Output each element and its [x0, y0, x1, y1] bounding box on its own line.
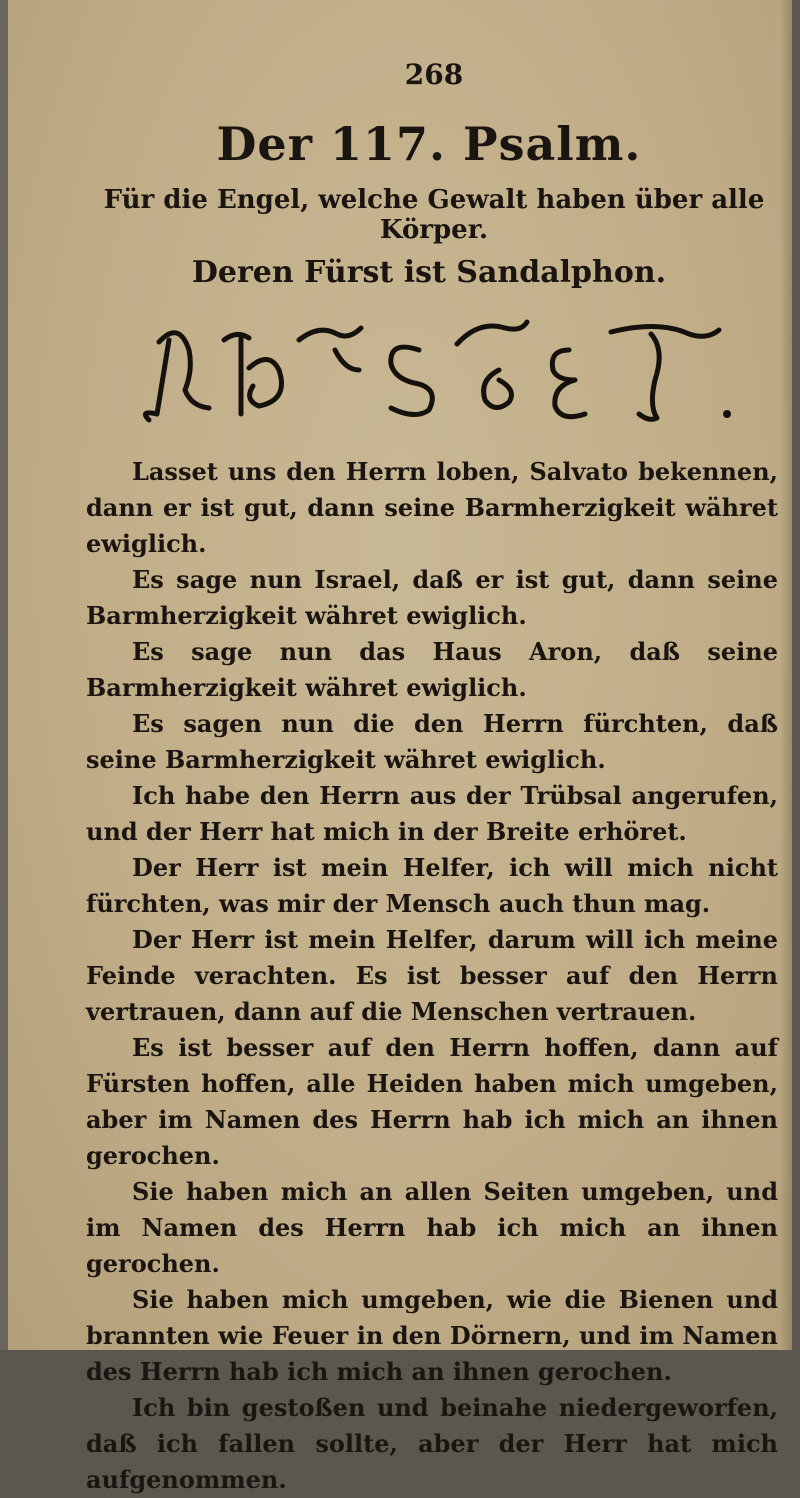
verse-11: Ich bin gestoßen und beinahe niedergeworfen, daß ich fallen sollte, aber der Herr hat mich aufgenommen. [86, 1393, 778, 1494]
page-number: 268 [404, 58, 464, 91]
page-edge-shadow [780, 0, 792, 1350]
verse-2: Es sage nun Israel, daß er ist gut, dann seine Barmherzigkeit währet ewiglich. [86, 565, 778, 630]
verse-10: Sie haben mich umgeben, wie die Bienen und brannten wie Feuer in den Dörnern, und im Namen des Herrn hab ich mich an ihnen gerochen. [86, 1285, 778, 1386]
verse-3: Es sage nun das Haus Aron, daß seine Barmherzigkeit währet ewiglich. [86, 637, 778, 702]
verse-5: Ich habe den Herrn aus der Trübsal angerufen, und der Herr hat mich in der Breite erhöret. [86, 781, 778, 846]
page-content [86, 58, 778, 1498]
subtitle-line-1: Für die Engel, welche Gewalt haben über alle Körper. [103, 185, 765, 245]
magic-seal-glyphs [129, 310, 749, 440]
verse-8: Es ist besser auf den Herrn hoffen, dann auf Fürsten hoffen, alle Heiden haben mich umgeben, aber im Namen des Herrn hab ich mich an ihnen gerochen. [86, 1033, 778, 1170]
subtitle-line-2: Deren Fürst ist Sandalphon. [191, 255, 667, 290]
verse-7: Der Herr ist mein Helfer, darum will ich meine Feinde verachten. Es ist besser auf den Herrn vertrauen, dann auf die Menschen vertrauen. [86, 925, 778, 1026]
psalm-title: Der 117. Psalm. [216, 117, 642, 171]
verse-4: Es sagen nun die den Herrn fürchten, daß seine Barmherzigkeit währet ewiglich. [86, 709, 778, 774]
book-page [8, 0, 792, 1494]
verse-1: Lasset uns den Herrn loben, Salvato bekennen, dann er ist gut, dann seine Barmherzigkeit währet ewiglich. [86, 457, 778, 558]
verse-6: Der Herr ist mein Helfer, ich will mich nicht fürchten, was mir der Mensch auch thun mag. [86, 853, 778, 918]
verse-9: Sie haben mich an allen Seiten umgeben, und im Namen des Herrn hab ich mich an ihnen gerochen. [86, 1177, 778, 1278]
book-spine-shadow [0, 0, 8, 1350]
